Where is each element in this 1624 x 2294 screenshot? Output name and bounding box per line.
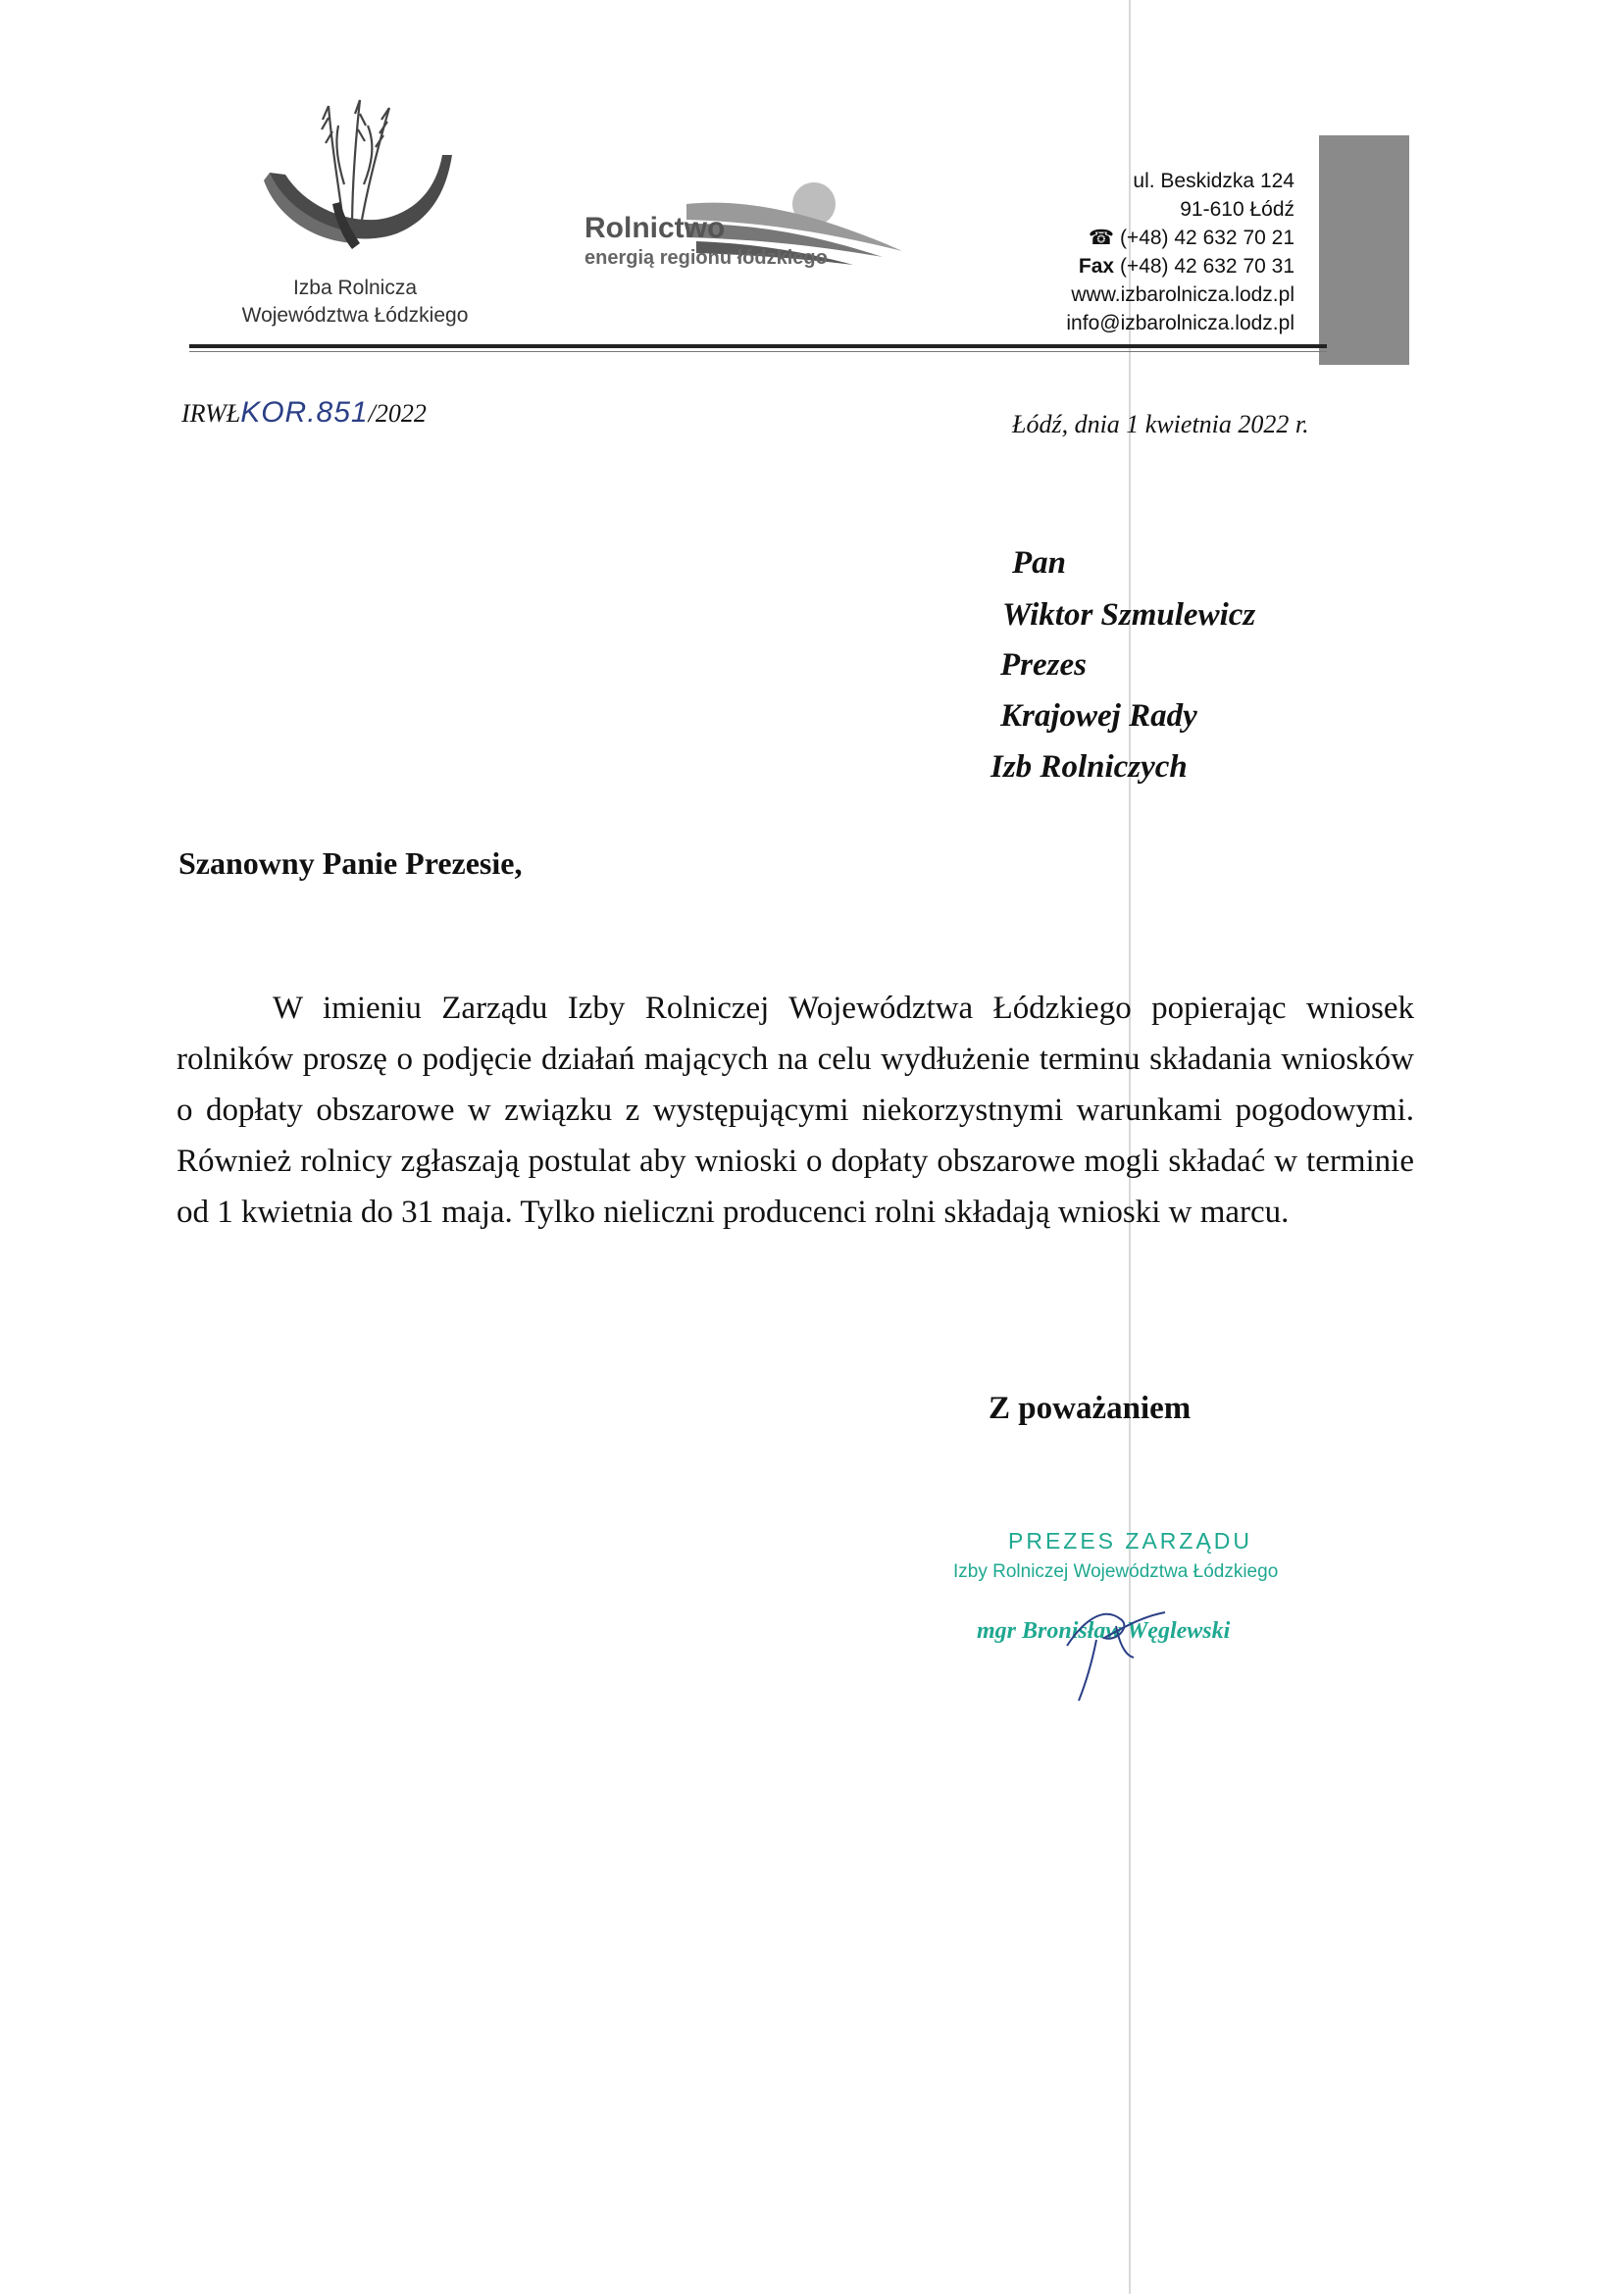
rolnictwo-title: Rolnictwo — [584, 212, 726, 244]
closing: Z poważaniem — [989, 1391, 1192, 1426]
salutation: Szanowny Panie Prezesie, — [178, 845, 523, 881]
fax-line — [883, 252, 1294, 280]
header-divider-thin — [189, 351, 1327, 352]
ref-handwritten: KOR.851 — [240, 396, 369, 429]
body-paragraph: W imieniu Zarządu Izby Rolniczej Województwa Łódzkiego popierając wniosek rolników proszę o podjęcie działań mających na celu wydłużenie terminu składania wniosków o dopłaty obszarowe w związku z występującymi niekorzystnymi warunkami pogodowymi. Również rolnicy zgłaszają postulat aby wnioski o dopłaty obszarowe mogli składać w terminie od 1 kwietnia do 31 maja. Tylko nieliczni producenci rolni składają wnioski w marcu. — [177, 991, 1414, 1230]
recipient-line-3: Prezes — [1000, 647, 1087, 683]
signature — [1028, 1587, 1194, 1705]
phone-number: (+48) 42 632 70 21 — [1119, 227, 1294, 249]
phone-line — [883, 224, 1294, 252]
header-divider — [189, 344, 1327, 348]
stamp-org: Izby Rolniczej Województwa Łódzkiego — [953, 1561, 1279, 1582]
address-street: ul. Beskidzka 124 — [1133, 170, 1294, 192]
phone-icon: ☎ — [1088, 227, 1115, 249]
rolnictwo-tagline: energią regionu łódzkiego — [584, 247, 828, 269]
fax-number: (+48) 42 632 70 31 — [1119, 255, 1294, 278]
org-name-line1: Izba Rolnicza — [292, 277, 418, 299]
stamp-title: PREZES ZARZĄDU — [1008, 1528, 1253, 1554]
reference-number — [181, 396, 427, 430]
address-city: 91-610 Łódź — [1180, 198, 1294, 221]
recipient-line-1: Pan — [1012, 545, 1067, 581]
recipient-line-4: Krajowej Rady — [1000, 698, 1197, 734]
recipient-line-2: Wiktor Szmulewicz — [1002, 597, 1256, 633]
org-logo — [250, 86, 466, 263]
letter-body — [177, 983, 1414, 1238]
org-name-line2: Województwa Łódzkiego — [241, 304, 469, 327]
recipient-line-5: Izb Rolniczych — [990, 749, 1188, 785]
website: www.izbarolnicza.lodz.pl — [1071, 283, 1294, 306]
ref-suffix: /2022 — [368, 399, 427, 428]
letter-date: Łódź, dnia 1 kwietnia 2022 r. — [1012, 410, 1309, 438]
ref-prefix: IRWŁ — [181, 399, 241, 428]
header-gray-block — [1319, 135, 1409, 365]
fax-label: Fax — [1078, 255, 1115, 278]
email: info@izbarolnicza.lodz.pl — [1066, 312, 1294, 334]
stamp-name: mgr Bronisław Węglewski — [977, 1618, 1231, 1644]
